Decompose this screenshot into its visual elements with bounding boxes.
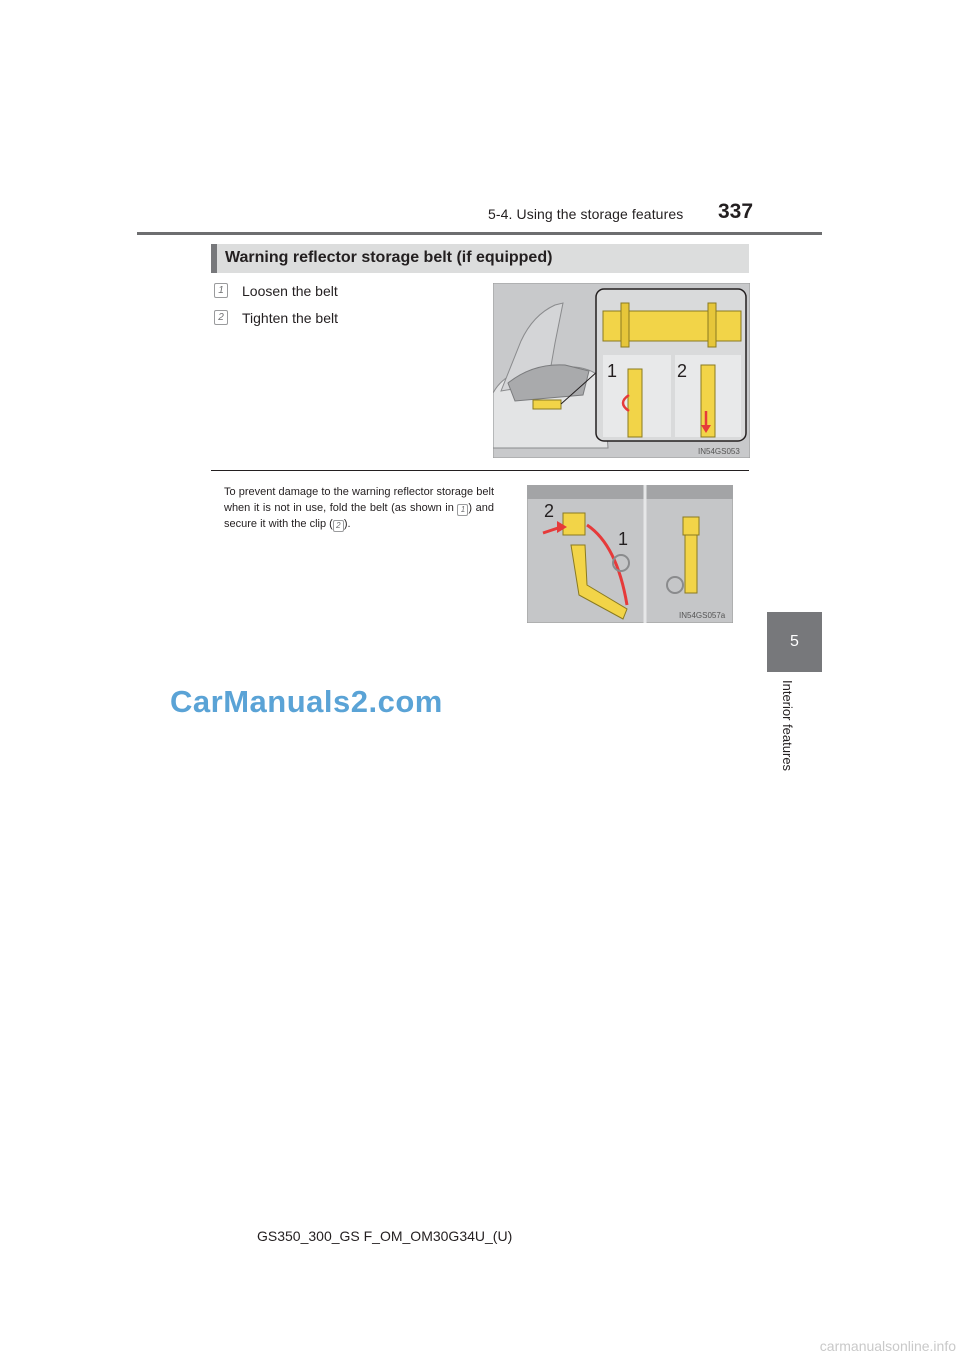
chapter-tab [767,612,822,672]
figure2-callout-1: 1 [617,529,628,549]
step-number-2: 2 [214,310,228,325]
chapter-number: 5 [790,633,799,650]
step-label-loosen: Loosen the belt [242,283,338,299]
section-heading-bar [211,244,749,273]
note-text-b: ) and secure it with the clip ( [224,502,494,530]
note-ref-2: 2 [333,520,344,532]
storage-note [224,484,494,532]
step-label-tighten: Tighten the belt [242,310,338,326]
section-title: Warning reflector storage belt (if equipped) [225,249,553,266]
figure2-code: IN54GS057a [679,611,726,620]
header-rule [137,232,822,235]
section-heading-accent [211,244,217,273]
figure2-callout-2: 2 [543,501,554,521]
chapter-label-text: Interior features [780,680,795,772]
step-number-1: 1 [214,283,228,298]
figure1-callout-2: 2 [676,361,687,381]
figure1-code: IN54GS053 [698,447,740,456]
note-text-a: To prevent damage to the warning reflector storage belt when it is not in use, fold the belt (as shown in [224,486,494,514]
header-section-title: 5-4. Using the storage features [488,206,684,222]
watermark-logo: CarManuals2.com [170,684,443,719]
figure-belt-loosen-tighten [493,283,750,458]
note-ref-1: 1 [457,504,468,516]
note-text-c: ). [343,518,351,530]
figure-belt-fold [527,485,733,623]
footer-site-watermark: carmanualsonline.info [819,1338,956,1354]
footer-doc-id: GS350_300_GS F_OM_OM30G34U_(U) [257,1228,513,1244]
belt-location-marker [533,400,561,409]
section-divider [211,470,749,471]
page-number: 337 [718,200,754,223]
figure1-callout-1: 1 [606,361,617,381]
